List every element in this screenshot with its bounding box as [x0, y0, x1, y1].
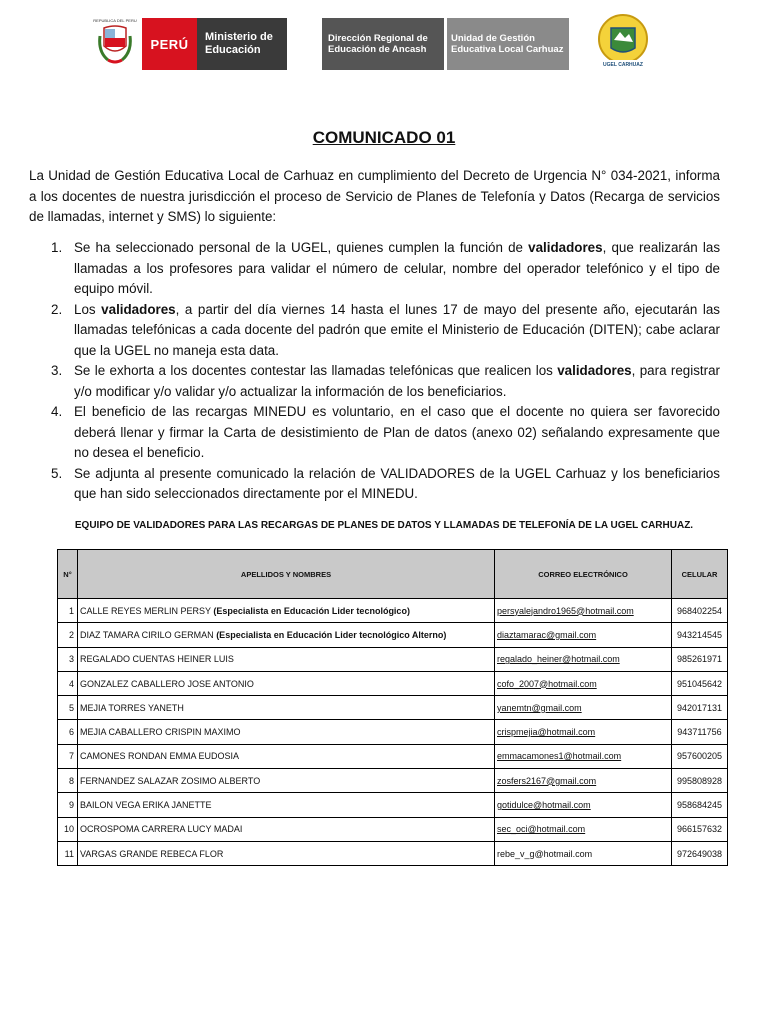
table-row [58, 647, 728, 671]
row-number: 9 [58, 793, 78, 817]
validators-table [57, 549, 728, 866]
list-item: 4. El beneficio de las recargas MINEDU es voluntario, en el caso que el docente no quiera ser favorecido deberá llenar y firmar la Carta de desistimiento de Plan de datos (anexo 02) señalando expresamente que no desea el beneficio. [51, 404, 720, 460]
page-title: COMUNICADO 01 [312, 128, 456, 147]
row-email-link[interactable]: persyalejandro1965@hotmail.com [495, 599, 672, 623]
col-header-number: N° [58, 550, 78, 599]
row-number: 1 [58, 599, 78, 623]
list-item: 2. Los validadores, a partir del día viernes 14 hasta el lunes 17 de mayo del presente año, ejecutarán las llamadas telefónicas a cada docente del padrón que emite el Ministerio de Educación (DITEN); cabe aclarar que la UGEL no maneja esta data. [51, 301, 721, 358]
row-number: 7 [58, 744, 78, 768]
row-phone: 968402254 [672, 599, 728, 623]
row-number: 4 [58, 671, 78, 695]
row-name: OCROSPOMA CARRERA LUCY MADAI [78, 817, 495, 841]
row-phone: 957600205 [672, 744, 728, 768]
row-email-link[interactable]: cofo_2007@hotmail.com [495, 671, 672, 695]
ugel-carhuaz-logo-icon [592, 10, 654, 72]
row-number: 5 [58, 696, 78, 720]
row-phone: 951045642 [672, 671, 728, 695]
row-phone: 966157632 [672, 817, 728, 841]
table-header-row [58, 550, 728, 599]
ugel-label: Unidad de Gestión Educativa Local Carhuaz [447, 18, 569, 70]
table-row [58, 720, 728, 744]
table-row [58, 623, 728, 647]
table-row [58, 696, 728, 720]
ministry-label: Ministerio de Educación [197, 18, 287, 70]
letterhead [92, 14, 662, 72]
col-header-name: APELLIDOS Y NOMBRES [78, 550, 495, 599]
row-phone: 943214545 [672, 623, 728, 647]
row-email-link[interactable]: yanemtn@gmail.com [495, 696, 672, 720]
row-number: 10 [58, 817, 78, 841]
table-row [58, 744, 728, 768]
row-email-link[interactable]: crispmejia@hotmail.com [495, 720, 672, 744]
row-phone: 958684245 [672, 793, 728, 817]
row-email-link[interactable]: diaztamarac@gmail.com [495, 623, 672, 647]
announcement-list [29, 238, 720, 505]
row-name: FERNANDEZ SALAZAR ZOSIMO ALBERTO [78, 769, 495, 793]
list-item: 3. Se le exhorta a los docentes contestar las llamadas telefónicas que realicen los validadores, para registrar y/o modificar y/o validar y/o actualizar la información de los beneficiarios. [51, 363, 720, 399]
table-row [58, 841, 728, 865]
col-header-email: CORREO ELECTRÓNICO [495, 550, 672, 599]
row-email-link[interactable]: regalado_heiner@hotmail.com [495, 647, 672, 671]
intro-paragraph: La Unidad de Gestión Educativa Local de Carhuaz en cumplimiento del Decreto de Urgencia N° 034-2021, informa a los docentes de nuestra jurisdicción el proceso de Servicio de Planes de Telefonía y Datos (Recarga de servicios de llamadas, internet y SMS) lo siguiente: [29, 168, 720, 224]
row-name: GONZALEZ CABALLERO JOSE ANTONIO [78, 671, 495, 695]
row-phone: 972649038 [672, 841, 728, 865]
row-phone: 985261971 [672, 647, 728, 671]
row-email-link[interactable]: zosfers2167@gmail.com [495, 769, 672, 793]
row-email-link[interactable]: emmacamones1@hotmail.com [495, 744, 672, 768]
row-name: MEJIA TORRES YANETH [78, 696, 495, 720]
peru-label: PERÚ [142, 18, 197, 70]
table-row [58, 671, 728, 695]
row-number: 8 [58, 769, 78, 793]
row-phone: 942017131 [672, 696, 728, 720]
row-email: rebe_v_g@hotmail.com [495, 841, 672, 865]
row-name: BAILON VEGA ERIKA JANETTE [78, 793, 495, 817]
row-number: 11 [58, 841, 78, 865]
list-item: 1. Se ha seleccionado personal de la UGEL, quienes cumplen la función de validadores, que realizarán las llamadas a los profesores para validar el número de celular, nombre del operador telefónico y el tipo de equipo móvil. [51, 240, 721, 296]
row-name: REGALADO CUENTAS HEINER LUIS [78, 647, 495, 671]
svg-text:UGEL CARHUAZ: UGEL CARHUAZ [603, 62, 643, 68]
row-name: CALLE REYES MERLIN PERSY (Especialista en Educación Lider tecnológico) [78, 599, 495, 623]
table-row [58, 599, 728, 623]
table-row [58, 793, 728, 817]
peru-ministry-banner [142, 18, 287, 70]
col-header-phone: CELULAR [672, 550, 728, 599]
row-email-link[interactable]: sec_oci@hotmail.com [495, 817, 672, 841]
peru-coat-of-arms-icon [93, 16, 137, 68]
dre-label: Dirección Regional de Educación de Ancash [322, 18, 444, 70]
table-row [58, 817, 728, 841]
row-name: CAMONES RONDAN EMMA EUDOSIA [78, 744, 495, 768]
row-name: VARGAS GRANDE REBECA FLOR [78, 841, 495, 865]
row-name: MEJIA CABALLERO CRISPIN MAXIMO [78, 720, 495, 744]
row-number: 6 [58, 720, 78, 744]
table-title: EQUIPO DE VALIDADORES PARA LAS RECARGAS DE PLANES DE DATOS Y LLAMADAS DE TELEFONÍA DE LA UGEL CARHUAZ. [74, 520, 694, 531]
row-number: 3 [58, 647, 78, 671]
row-name: DIAZ TAMARA CIRILO GERMAN (Especialista en Educación Lider tecnológico Alterno) [78, 623, 495, 647]
svg-text:REPUBLICA DEL PERU: REPUBLICA DEL PERU [93, 18, 137, 23]
row-email-link[interactable]: gotidulce@hotmail.com [495, 793, 672, 817]
row-phone: 995808928 [672, 769, 728, 793]
row-phone: 943711756 [672, 720, 728, 744]
table-row [58, 769, 728, 793]
list-item: 5. Se adjunta al presente comunicado la relación de VALIDADORES de la UGEL Carhuaz y los beneficiarios que han sido seleccionados directamente por el MINEDU. [51, 465, 720, 501]
row-number: 2 [58, 623, 78, 647]
